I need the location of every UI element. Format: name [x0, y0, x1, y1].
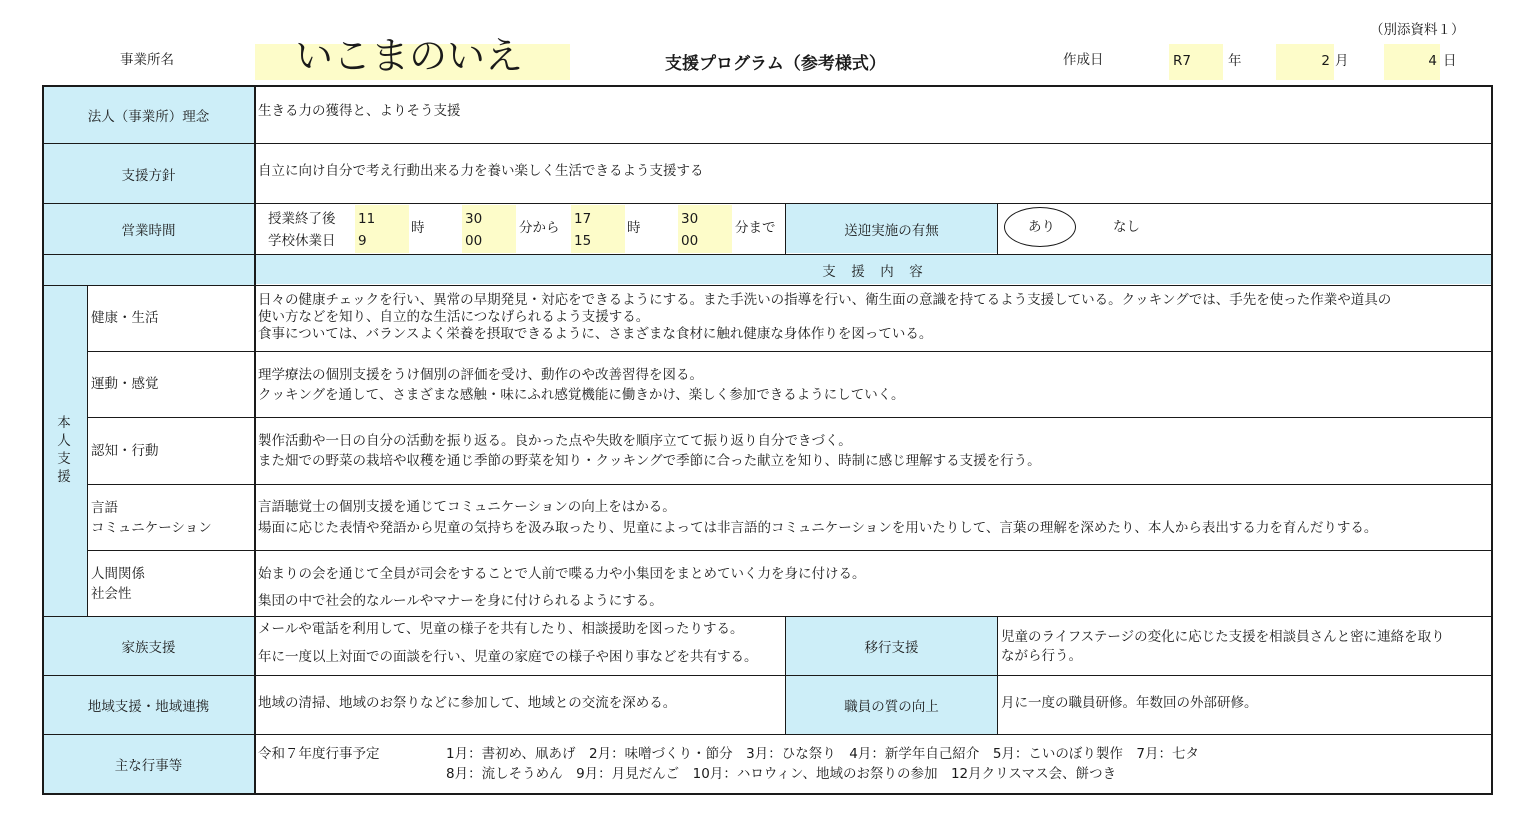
transport-no[interactable]: なし — [1113, 219, 1140, 235]
transport-divider-right — [997, 203, 998, 254]
social-label-1: 人間関係 — [91, 566, 145, 582]
year-unit: 年 — [1228, 53, 1242, 69]
events-label: 主な行事等 — [114, 758, 183, 774]
row-divider — [42, 616, 1493, 617]
family-support-text-1: メールや電話を利用して、児童の様子を共有したり、相談援助を図ったりする。 — [258, 621, 744, 637]
era-field[interactable] — [1169, 44, 1223, 80]
policy-label: 支援方針 — [121, 167, 176, 184]
attachment-note: （別添資料１） — [1370, 22, 1465, 38]
staff-quality-label: 職員の質の向上 — [844, 699, 939, 715]
social-text-1: 始まりの会を通じて全員が司会をすることで人前で喋る力や小集団をまとめていく力を身に付ける。 — [258, 566, 866, 582]
table-border-bottom — [42, 793, 1493, 795]
cognition-label: 認知・行動 — [91, 443, 159, 459]
day-value: 4 — [1428, 53, 1437, 69]
day-unit: 日 — [1443, 53, 1457, 69]
core-support-label: 本人支援 — [57, 415, 71, 485]
transition-support-text-1: 児童のライフステージの変化に応じた支援を相談員さんと密に連絡を取り — [1001, 629, 1445, 645]
events-plan-label: 令和７年度行事予定 — [258, 746, 380, 762]
row-divider — [88, 484, 1493, 485]
until-unit: 分まで — [735, 220, 776, 236]
hour-unit-2: 時 — [627, 220, 641, 236]
day-field[interactable] — [1384, 44, 1440, 80]
health-text-1: 日々の健康チェックを行い、異常の早期発見・対応をできるようにする。また手洗いの指導を行い、衛生面の意識を持てるよう支援している。クッキングでは、手先を使った作業や道具の — [258, 292, 1392, 308]
core-label-divider — [87, 285, 88, 616]
row-divider — [42, 143, 1493, 144]
business-name-label: 事業所名 — [120, 52, 174, 68]
cognition-text-2: また畑での野菜の栽培や収穫を通じ季節の野菜を知り・クッキングで季節に合った献立を知り、時制に感じ理解する支援を行う。 — [258, 453, 1041, 469]
start-hour-a: 11 — [358, 211, 376, 227]
hour-unit-1: 時 — [411, 220, 425, 236]
created-date-label: 作成日 — [1063, 52, 1104, 68]
school-holiday-label: 学校休業日 — [268, 233, 336, 249]
transport-yes: あり — [1028, 219, 1055, 235]
social-label-2: 社会性 — [91, 586, 132, 602]
philosophy-text: 生きる力の獲得と、よりそう支援 — [258, 103, 461, 119]
era-value: R7 — [1173, 53, 1191, 69]
business-name-field[interactable] — [255, 34, 570, 80]
health-text-3: 食事については、バランスよく栄養を摂取できるように、さまざまな食材に触れ健康な身体作りを図っている。 — [258, 326, 933, 342]
transport-label: 送迎実施の有無 — [844, 223, 939, 239]
language-text-2: 場面に応じた表情や発語から児童の気持ちを汲み取ったり、児童によっては非言語的コミュニケーションを用いたりして、言葉の理解を深めたり、本人から表出する力を育んだりする。 — [258, 520, 1378, 536]
end-min-a: 30 — [681, 211, 699, 227]
business-name-value: いこまのいえ — [295, 34, 524, 78]
policy-text: 自立に向け自分で考え行動出来る力を養い楽しく生活できるよう支援する — [258, 163, 704, 179]
events-line-1: 1月：書初め、凧あげ 2月：味噌づくり・節分 3月：ひな祭り 4月：新学年自己紹介 5月：こいのぼり製作 7月：七タ — [446, 746, 1199, 762]
page-title: 支援プログラム（参考様式） — [665, 54, 886, 74]
start-hour-b: 9 — [358, 233, 367, 249]
row-divider — [88, 351, 1493, 352]
label-divider — [254, 85, 256, 795]
cognition-text-1: 製作活動や一日の自分の活動を振り返る。良かった点や失敗を順序立てて振り返り自分できづく。 — [258, 433, 852, 449]
row-divider — [88, 550, 1493, 551]
end-hour-a: 17 — [574, 211, 592, 227]
row-divider — [42, 203, 1493, 204]
end-min-b: 00 — [681, 233, 699, 249]
motor-text-1: 理学療法の個別支援をうけ個別の評価を受け、動作のや改善習得を図る。 — [258, 367, 703, 383]
start-min-a: 30 — [465, 211, 483, 227]
table-border-top — [42, 85, 1493, 87]
hours-label: 営業時間 — [121, 223, 176, 239]
language-text-1: 言語聴覚士の個別支援を通じてコミュニケーションの向上をはかる。 — [258, 499, 676, 515]
month-unit: 月 — [1335, 53, 1349, 69]
month-value: 2 — [1321, 53, 1330, 69]
language-label-1: 言語 — [91, 500, 118, 516]
lower-divider-right — [997, 616, 998, 734]
after-school-label: 授業終了後 — [268, 211, 336, 227]
family-support-label: 家族支援 — [121, 640, 176, 656]
motor-label: 運動・感覚 — [91, 376, 159, 392]
transition-support-text-2: ながら行う。 — [1001, 648, 1082, 664]
row-divider — [42, 285, 1493, 286]
health-text-2: 使い方などを知り、自立的な生活につなげられるよう支援する。 — [258, 309, 650, 325]
staff-quality-text: 月に一度の職員研修。年数回の外部研修。 — [1001, 695, 1258, 711]
philosophy-label: 法人（事業所）理念 — [87, 108, 210, 125]
family-support-text-2: 年に一度以上対面での面談を行い、児童の家庭での様子や困り事などを共有する。 — [258, 649, 758, 665]
events-line-2: 8月：流しそうめん 9月：月見だんご 10月：ハロウィン、地域のお祭りの参加 12月クリスマス会、餅つき — [446, 766, 1117, 782]
from-unit: 分から — [519, 220, 560, 236]
row-divider — [42, 675, 1493, 676]
community-label: 地域支援・地域連携 — [87, 699, 210, 715]
end-hour-b: 15 — [574, 233, 592, 249]
table-border-right — [1491, 85, 1493, 795]
support-content-header: 支 援 内 容 — [822, 264, 924, 280]
social-text-2: 集団の中で社会的なルールやマナーを身に付けられるようにする。 — [258, 593, 663, 609]
community-text: 地域の清掃、地域のお祭りなどに参加して、地域との交流を深める。 — [258, 695, 677, 711]
row-divider — [88, 417, 1493, 418]
motor-text-2: クッキングを通して、さまざまな感触・味にふれ感覚機能に働きかけ、楽しく参加できるようにしていく。 — [258, 387, 905, 403]
month-field[interactable] — [1276, 44, 1334, 80]
health-label: 健康・生活 — [91, 310, 159, 326]
language-label-2: コミュニケーション — [91, 520, 212, 536]
row-divider — [42, 734, 1493, 735]
transition-support-label: 移行支援 — [864, 640, 919, 656]
start-min-b: 00 — [465, 233, 483, 249]
